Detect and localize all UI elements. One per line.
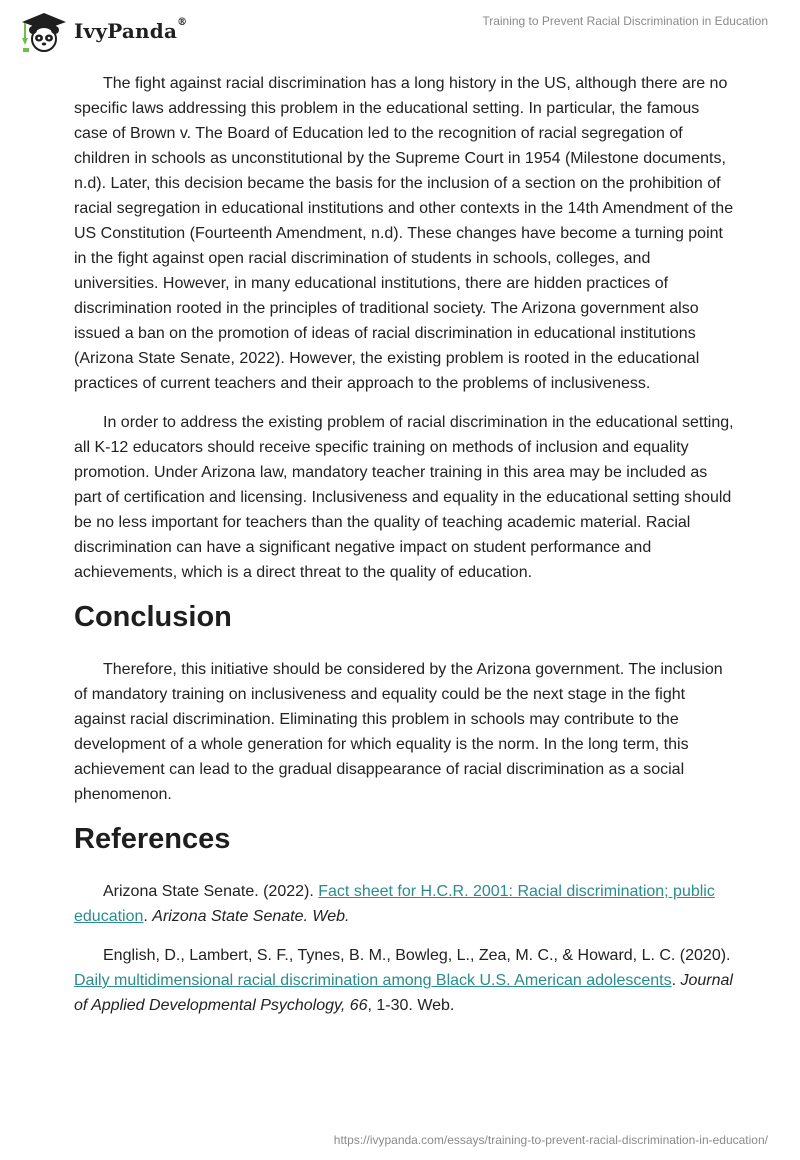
conclusion-paragraph: Therefore, this initiative should be considered by the Arizona government. The inclusion of mandatory training on inclusiveness and equality could be the next stage in the fight against racial discrimination. Eliminating this problem in schools may contribute to the development of a whole generation for which equality is the norm. In the long term, this achievement can lead to the gradual disappearance of racial discrimination as a social phenomenon. xyxy=(74,661,723,803)
body-paragraph: In order to address the existing problem of racial discrimination in the educational setting, all K-12 educators should receive specific training on methods of inclusion and equality promotion. Under Arizona law, mandatory teacher training in this area may be included as part of certification and licensing. Inclusiveness and equality in the educational setting should be no less important for teachers than the quality of teaching academic material. Racial discrimination can have a significant negative impact on student performance and achievements, which is a direct threat to the quality of education. xyxy=(74,414,734,581)
reference-link[interactable]: Daily multidimensional racial discrimination among Black U.S. American adolescents xyxy=(74,972,672,989)
panda-graduate-icon xyxy=(14,8,70,54)
reference-authors: English, D., Lambert, S. F., Tynes, B. M., Bowleg, L., Zea, M. C., & Howard, L. C. (2020). xyxy=(103,947,731,964)
ivypanda-logo[interactable] xyxy=(14,8,187,54)
source-url: https://ivypanda.com/essays/training-to-prevent-racial-discrimination-in-education/ xyxy=(333,1133,768,1147)
reference-item xyxy=(74,943,734,1018)
reference-source: Arizona State Senate. Web. xyxy=(152,908,350,925)
reference-link[interactable]: Fact sheet for H.C.R. 2001: Racial discrimination; public education xyxy=(74,883,715,925)
reference-pages: , 1-30. Web. xyxy=(367,997,455,1014)
reference-volume: 66 xyxy=(349,997,368,1014)
body-paragraph: The fight against racial discrimination has a long history in the US, although there are no specific laws addressing this problem in the educational setting. In particular, the famous case of Brown v. The Board of Education led to the recognition of racial segregation of children in schools as unconstitutional by the Supreme Court in 1954 (Milestone documents, n.d). Later, this decision became the basis for the inclusion of a section on the prohibition of racial segregation in educational institutions and other contexts in the 14th Amendment of the US Constitution (Fourteenth Amendment, n.d). These changes have become a turning point in the fight against open racial discrimination of students in schools, colleges, and universities. However, in many educational institutions, there are hidden practices of discrimination rooted in the principles of traditional society. The Arizona government also issued a ban on the promotion of ideas of racial discrimination in educational institutions (Arizona State Senate, 2022). However, the existing problem is rooted in the educational practices of current teachers and their approach to the problems of inclusiveness. xyxy=(74,75,734,392)
essay-content xyxy=(74,71,734,1032)
brand-name: IvyPanda® xyxy=(74,17,188,43)
page-header xyxy=(0,0,800,60)
references-heading: References xyxy=(74,823,231,855)
reference-authors: Arizona State Senate. (2022). xyxy=(103,883,319,900)
document-title: Training to Prevent Racial Discrimination in Education xyxy=(482,14,768,28)
reference-source: Journal of Applied Developmental Psychology, xyxy=(74,972,733,1014)
conclusion-heading: Conclusion xyxy=(74,601,232,633)
reference-separator: . xyxy=(671,972,681,989)
registered-mark: ® xyxy=(177,17,188,28)
reference-item xyxy=(74,879,734,929)
reference-separator: . xyxy=(143,908,153,925)
